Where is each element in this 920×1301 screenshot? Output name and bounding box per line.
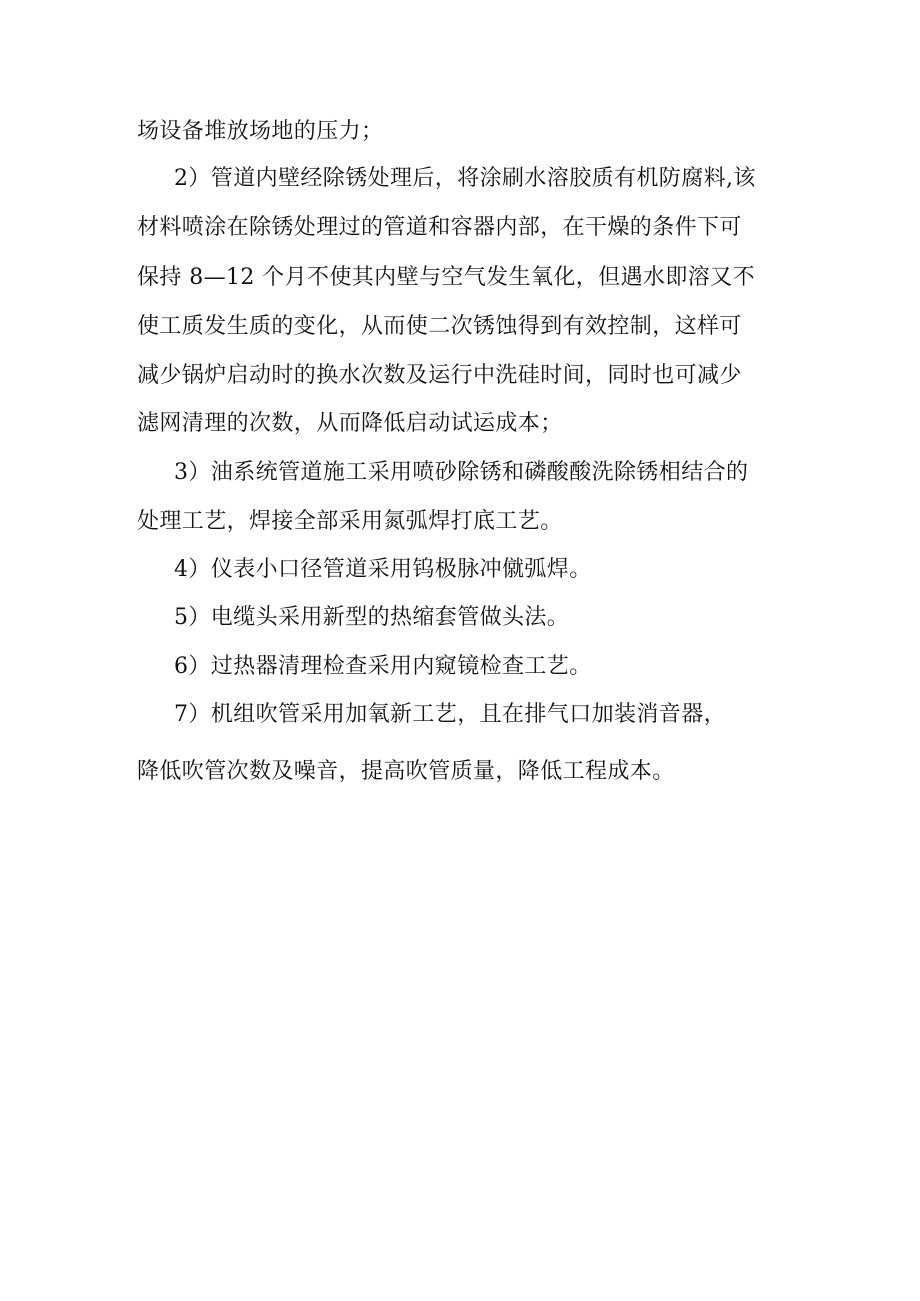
text-line-9: 处理工艺，焊接全部采用氮弧焊打底工艺。 <box>137 509 563 534</box>
text-line-3: 材料喷涂在除锈处理过的管道和容器内部，在干燥的条件下可 <box>137 215 742 240</box>
text-line-7: 滤网清理的次数，从而降低启动试运成本； <box>137 411 563 436</box>
text-line-2: 2）管道内壁经除锈处理后，将涂刷水溶胶质有机防腐料,该 <box>174 166 756 191</box>
text-line-10: 4）仪表小口径管道采用钨极脉冲僦弧焊。 <box>174 557 592 582</box>
text-line-12: 6）过热器清理检查采用内窥镜检查工艺。 <box>174 654 592 679</box>
text-line-14: 降低吹管次数及噪音，提高吹管质量，降低工程成本。 <box>137 759 675 784</box>
text-line-6: 减少锅炉启动时的换水次数及运行中洗硅时间，同时也可减少 <box>137 363 742 388</box>
text-line-5: 使工质发生质的变化，从而使二次锈蚀得到有效控制，这样可 <box>137 314 742 339</box>
text-line-13: 7）机组吹管采用加氧新工艺，且在排气口加装消音器， <box>174 702 726 727</box>
text-line-8: 3）油系统管道施工采用喷砂除锈和磷酸酸洗除锈相结合的 <box>174 460 749 485</box>
text-line-11: 5）电缆头采用新型的热缩套管做头法。 <box>174 605 570 630</box>
text-line-1: 场设备堆放场地的压力； <box>137 119 384 144</box>
text-line-4: 保持 8—12 个月不使其内壁与空气发生氧化，但遇水即溶又不 <box>137 265 755 290</box>
